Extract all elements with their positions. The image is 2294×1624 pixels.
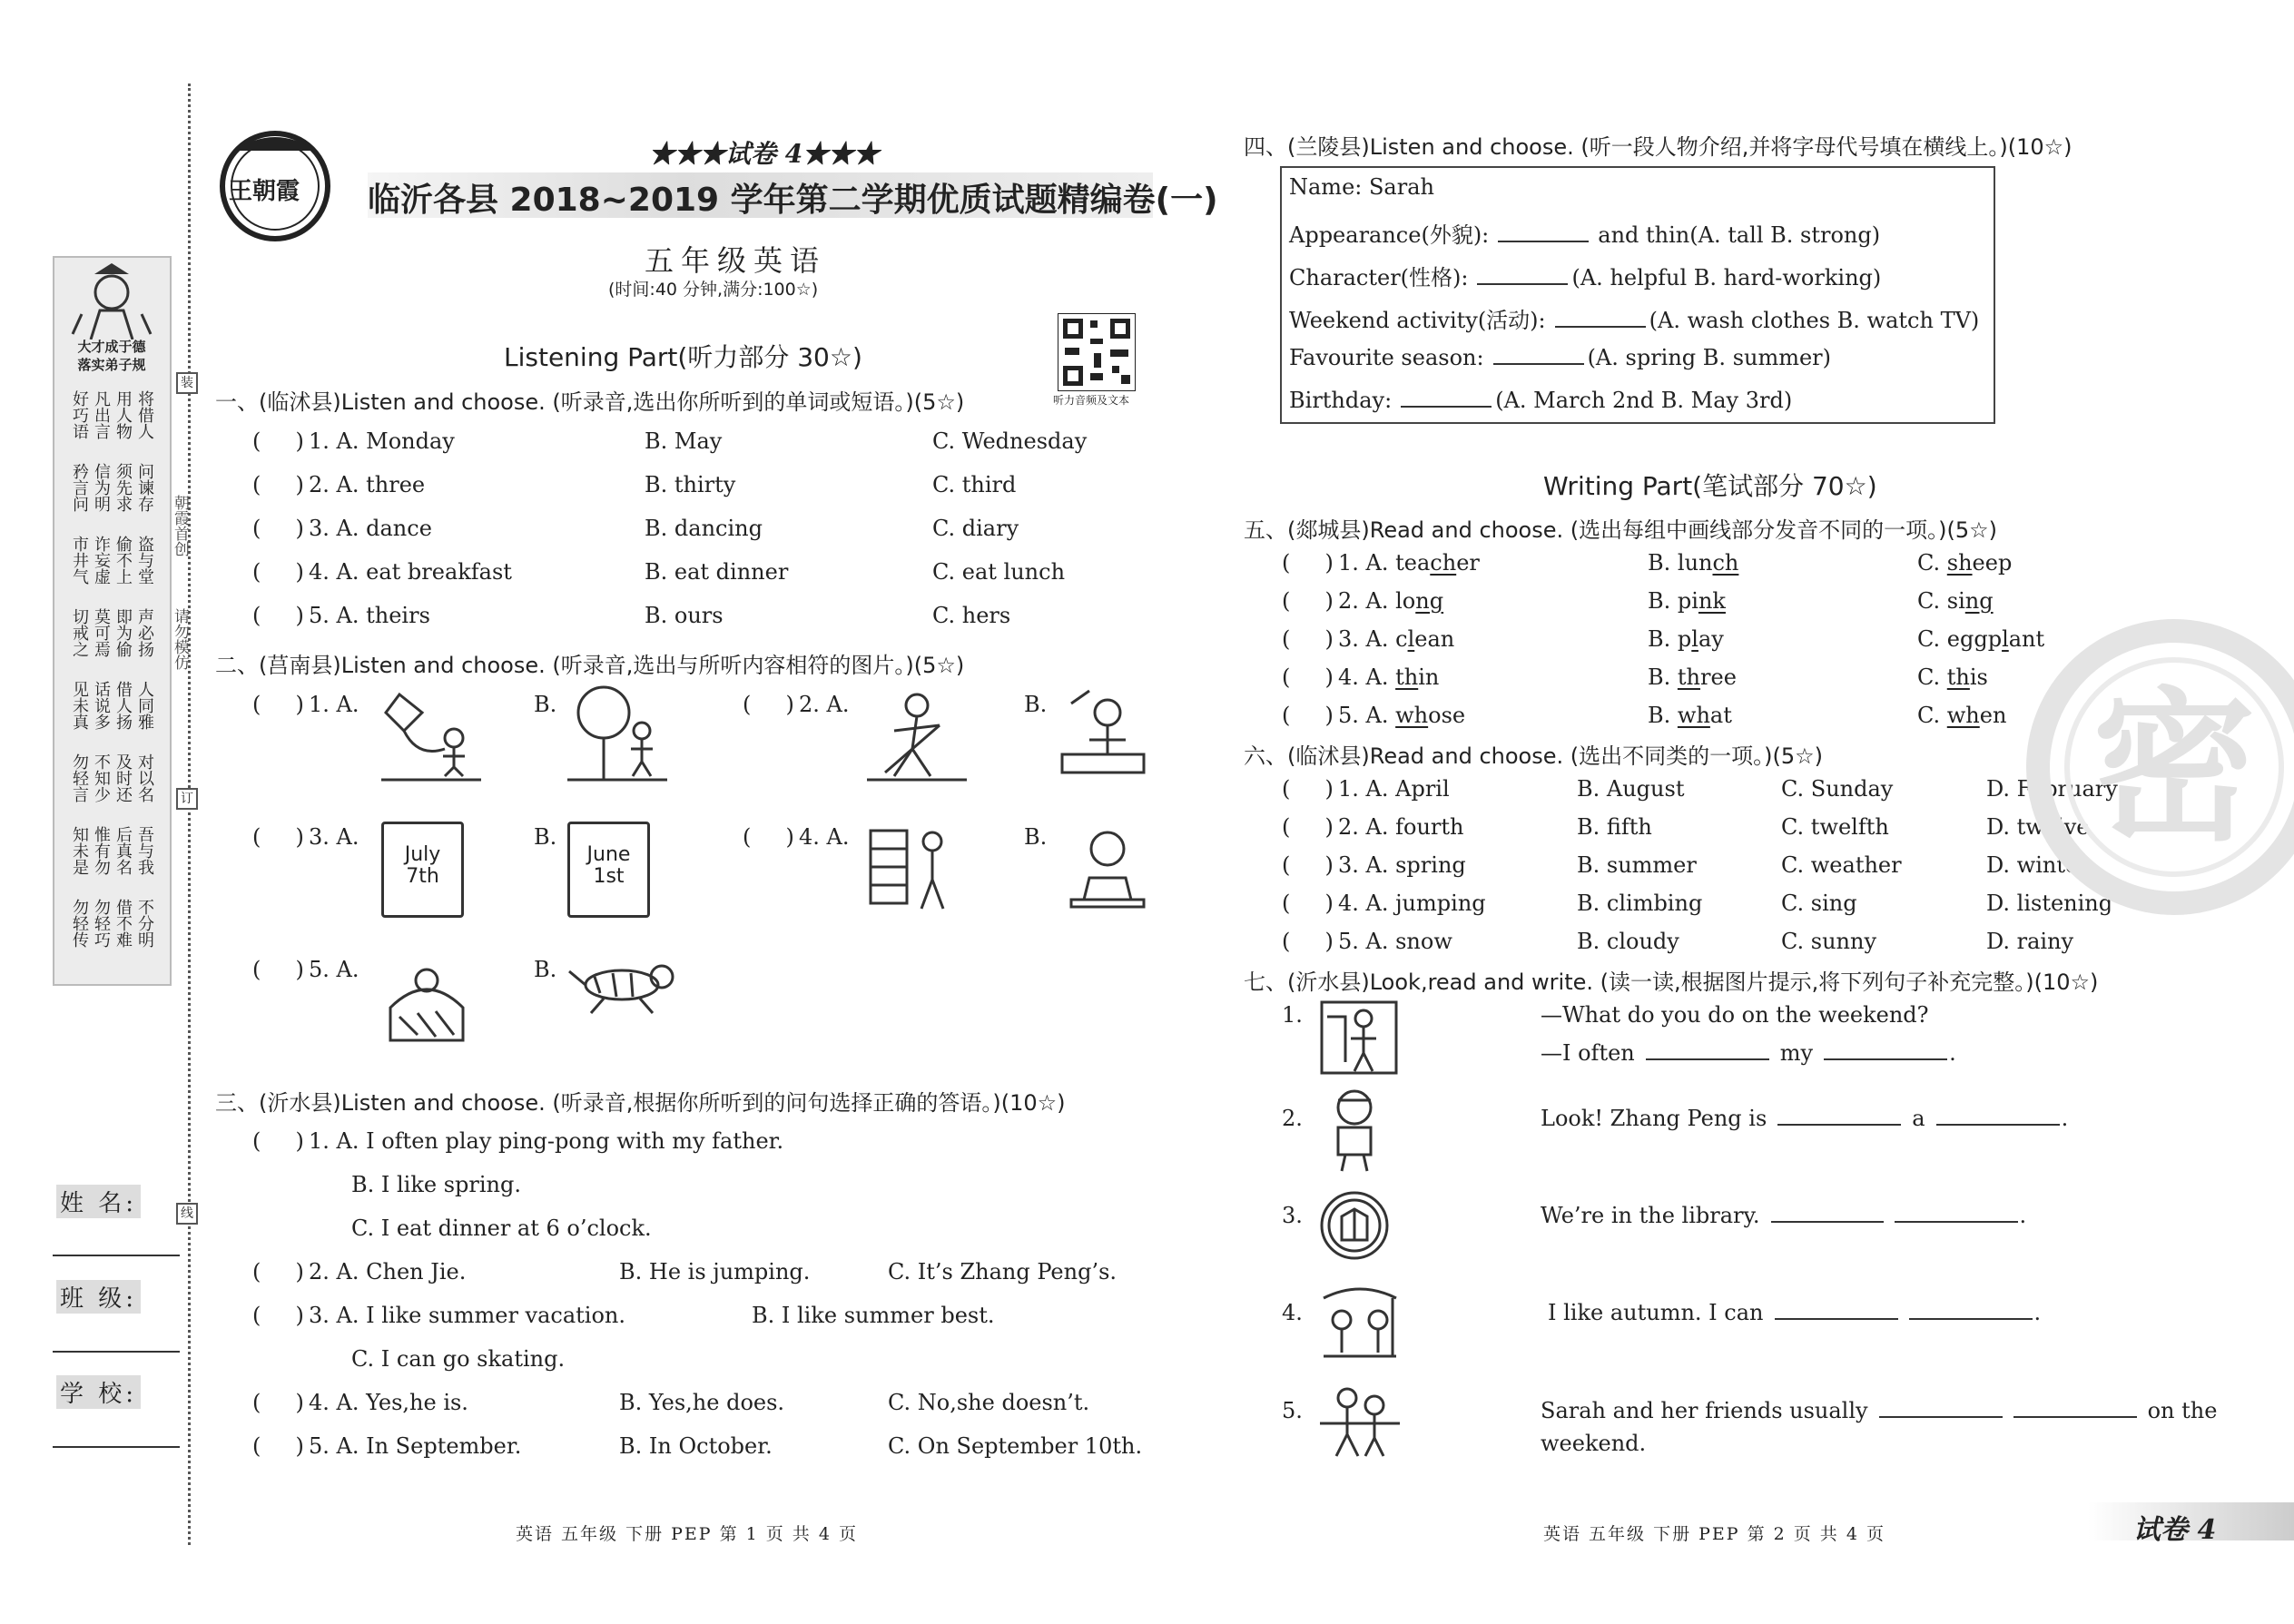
sentence-3: We’re in the library. . <box>1541 1203 2027 1228</box>
answer-paren[interactable]: ( ) <box>1282 891 1334 916</box>
option-b: B. I like spring. <box>351 1172 522 1197</box>
answer-paren[interactable]: ( ) <box>743 824 794 850</box>
writing-part-title: Writing Part(笔试部分 70☆) <box>1543 471 1877 501</box>
shopping-picture[interactable] <box>867 822 967 916</box>
calendar-month: June <box>586 843 631 866</box>
fill-blank[interactable] <box>1771 1203 1884 1223</box>
option-d: D. winter <box>1986 852 2089 878</box>
verse-col: 须先求 <box>113 463 133 512</box>
list-item: ( ) 2. A. <box>743 692 850 717</box>
option-c: C. It’s Zhang Peng’s. <box>888 1259 1117 1284</box>
option-c: C. diary <box>932 516 1019 541</box>
fill-blank[interactable] <box>1936 1106 2060 1126</box>
option-c: C. weather <box>1781 852 1902 878</box>
seal-text: 密 <box>2092 674 2257 863</box>
list-item <box>252 559 512 585</box>
list-item: ( ) 2. A. Chen Jie. <box>252 1259 467 1284</box>
verse-col: 诈妄虚 <box>92 536 111 585</box>
edge-note-2: 请勿模仿 <box>171 608 189 670</box>
option-d: D. rainy <box>1986 929 2074 954</box>
option-c: C. when <box>1917 703 2007 728</box>
list-item: ( ) 4. A. jumping <box>1282 891 1486 916</box>
birthday-blank[interactable] <box>1401 388 1492 408</box>
list-item: ( ) 4. A. <box>743 824 850 850</box>
running-tiger-picture[interactable] <box>567 953 685 1020</box>
section-3-title: 三、(沂水县)Listen and choose. (听录音,根据你所听到的问句选择正确的答语。)(10☆) <box>215 1090 1066 1116</box>
list-item: ( ) 5. A. In September. <box>252 1433 522 1459</box>
option-c: C. I can go skating. <box>351 1346 566 1372</box>
dialogue-question: —What do you do on the weekend? <box>1541 1002 1929 1028</box>
option-b: B. May <box>645 428 723 454</box>
section-4-title: 四、(兰陵县)Listen and choose. (听一段人物介绍,并将字母代号填在横线上。)(10☆) <box>1244 134 2072 160</box>
verse-col: 盗与堂 <box>135 536 154 585</box>
item-number: 2. <box>1282 1106 1303 1131</box>
verse-col: 吾与我 <box>135 826 154 875</box>
school-blank[interactable] <box>53 1446 180 1448</box>
answer-paren[interactable]: ( ) <box>1282 852 1334 878</box>
answer-paren[interactable]: ( ) <box>1282 588 1334 614</box>
binding-dash-line <box>188 84 191 1545</box>
name-blank[interactable] <box>53 1255 180 1256</box>
option-a: 5. A. theirs <box>309 603 430 628</box>
option-b: B. what <box>1648 703 1732 728</box>
side-verse-block <box>62 390 169 971</box>
edge-note-1: 朝霞首创 <box>171 495 189 556</box>
item-number: 3. <box>1282 1203 1303 1228</box>
verse-col: 及时还 <box>113 753 133 802</box>
answer-paren[interactable]: ( ) <box>252 472 304 497</box>
qr-caption: 听力音频及文本 <box>1053 394 1130 407</box>
option-c: C. hers <box>932 603 1011 628</box>
answer-paren[interactable]: ( ) <box>1282 664 1334 690</box>
sentence-5-cont: weekend. <box>1541 1431 1647 1456</box>
option-b: B. fifth <box>1577 814 1652 840</box>
option-c: C. eggplant <box>1917 626 2045 652</box>
info-season: Favourite season: (A. spring B. summer) <box>1289 345 1832 370</box>
info-name: Name: Sarah <box>1289 174 1434 200</box>
list-item: ( ) 1. A. April <box>1282 776 1450 802</box>
tree-planting-picture[interactable] <box>567 685 667 789</box>
verse-col: 即为偷 <box>113 608 133 657</box>
option-b: B. summer <box>1577 852 1697 878</box>
option-c: C. sunny <box>1781 929 1877 954</box>
option-b: B. lunch <box>1648 550 1739 576</box>
time-note: (时间:40 分钟,满分:100☆) <box>608 280 819 300</box>
verse-col: 市井气 <box>70 536 89 585</box>
corner-exam-tag: 试卷 4 <box>2133 1514 2217 1546</box>
answer-paren[interactable]: ( ) <box>252 824 304 850</box>
school-label: 学 校: <box>56 1375 141 1409</box>
person-info-box <box>1280 166 1995 424</box>
answer-paren[interactable]: ( ) <box>252 957 304 982</box>
option-a: 1. A. Monday <box>309 428 455 454</box>
info-weekend: Weekend activity(活动): (A. wash clothes B. watch TV) <box>1289 308 1980 333</box>
option-b: B. cloudy <box>1577 929 1679 954</box>
season-blank[interactable] <box>1493 345 1584 365</box>
list-item: ( ) 5. A. <box>252 957 359 982</box>
info-appearance: Appearance(外貌): and thin(A. tall B. strong) <box>1289 222 1881 248</box>
bind-mark-zhuang: 装 <box>176 372 198 394</box>
verse-col: 人同雅 <box>135 681 154 730</box>
brand-logo-text: 王朝霞 <box>229 178 300 205</box>
list-item <box>252 516 432 541</box>
option-c: C. sheep <box>1917 550 2013 576</box>
option-c: C. No,she doesn’t. <box>888 1390 1090 1415</box>
weekend-blank[interactable] <box>1555 308 1646 328</box>
verse-col: 用人物 <box>113 390 133 439</box>
option-c: C. third <box>932 472 1017 497</box>
fill-blank[interactable] <box>1777 1106 1901 1126</box>
side-motto-line-1: 大才成于德 <box>77 339 146 355</box>
list-item: ( ) 1. A. I often play ping-pong with my father. <box>252 1128 784 1154</box>
class-label: 班 级: <box>56 1280 141 1314</box>
list-item: ( ) 2. A. fourth <box>1282 814 1464 840</box>
answer-paren[interactable]: ( ) <box>743 692 794 717</box>
footer-right: 英语 五年级 下册 PEP 第 2 页 共 4 页 <box>1543 1524 1885 1544</box>
verse-col: 问谏存 <box>135 463 154 512</box>
dialogue-answer: —I often my . <box>1541 1040 1956 1066</box>
option-b: B. Yes,he does. <box>619 1390 785 1415</box>
list-item <box>252 428 455 454</box>
sentence-2: Look! Zhang Peng is a . <box>1541 1106 2069 1131</box>
answer-paren[interactable]: ( ) <box>1282 550 1334 576</box>
verse-col: 好巧语 <box>70 390 89 439</box>
option-d: D. February <box>1986 776 2118 802</box>
option-c: C. On September 10th. <box>888 1433 1143 1459</box>
answer-paren[interactable]: ( ) <box>252 1128 304 1154</box>
option-b-label: B. <box>1024 692 1048 717</box>
option-b-label: B. <box>534 692 557 717</box>
autumn-picnic-picture <box>1314 1280 1405 1365</box>
verse-col: 知未是 <box>70 826 89 875</box>
answer-paren[interactable]: ( ) <box>252 516 304 541</box>
list-item: ( ) 4. A. thin <box>1282 664 1440 690</box>
listening-part-title: Listening Part(听力部分 30☆) <box>504 342 862 372</box>
verse-col: 借人扬 <box>113 681 133 730</box>
option-c: C. sing <box>1917 588 1994 614</box>
section-7-title: 七、(沂水县)Look,read and write. (读一读,根据图片提示,将下列句子补充完整。)(10☆) <box>1244 969 2099 995</box>
answer-paren[interactable]: ( ) <box>252 1303 304 1328</box>
verse-col: 后真名 <box>113 826 133 875</box>
option-b: B. August <box>1577 776 1685 802</box>
calendar-june-1st-icon[interactable] <box>567 822 650 918</box>
list-item <box>252 603 430 628</box>
friends-playing-picture <box>1314 1378 1405 1463</box>
weekend-activity-picture <box>1318 999 1400 1079</box>
answer-paren[interactable]: ( ) <box>1282 703 1334 728</box>
option-b: B. In October. <box>619 1433 773 1459</box>
section-5-title: 五、(郯城县)Read and choose. (选出每组中画线部分发音不同的一项。)(5☆) <box>1244 517 1997 543</box>
list-item: ( ) 3. A. <box>252 824 359 850</box>
option-c: C. Sunday <box>1781 776 1894 802</box>
verse-col: 偷不上 <box>113 536 133 585</box>
subject-title: 五年级英语 <box>645 243 827 278</box>
calendar-day: 7th <box>406 865 439 888</box>
info-character: Character(性格): (A. helpful B. hard-working) <box>1289 265 1882 290</box>
fill-blank[interactable] <box>2013 1398 2137 1418</box>
option-c: C. twelfth <box>1781 814 1889 840</box>
verse-col: 声必扬 <box>135 608 154 657</box>
list-item <box>252 472 425 497</box>
verse-col: 勿轻言 <box>70 753 89 802</box>
item-number: 5. <box>1282 1398 1303 1423</box>
answer-paren[interactable]: ( ) <box>1282 776 1334 802</box>
verse-col: 切戒之 <box>70 608 89 657</box>
fill-blank[interactable] <box>1824 1040 1947 1060</box>
bind-mark-ding: 订 <box>176 788 198 810</box>
exam-number: ★★★试卷 4★★★ <box>649 139 880 169</box>
info-birthday: Birthday: (A. March 2nd B. May 3rd) <box>1289 388 1793 413</box>
option-c: C. this <box>1917 664 1988 690</box>
list-item: ( ) 1. A. <box>252 692 359 717</box>
option-b: B. three <box>1648 664 1737 690</box>
fill-blank[interactable] <box>1895 1203 2018 1223</box>
fill-blank[interactable] <box>1646 1040 1769 1060</box>
character-blank[interactable] <box>1477 265 1568 285</box>
answer-paren[interactable]: ( ) <box>252 428 304 454</box>
verse-col: 将借人 <box>135 390 154 439</box>
list-item: ( ) 3. A. spring <box>1282 852 1466 878</box>
verse-col: 莫可焉 <box>92 608 111 657</box>
bind-mark-xian: 线 <box>176 1203 198 1225</box>
list-item: ( ) 2. A. long <box>1282 588 1444 614</box>
option-d: D. listening <box>1986 891 2113 916</box>
reading-boy-picture <box>1318 1088 1391 1177</box>
calendar-july-7th-icon[interactable] <box>381 822 464 918</box>
answer-paren[interactable]: ( ) <box>252 1259 304 1284</box>
fill-blank[interactable] <box>1909 1300 2033 1320</box>
option-b: B. dancing <box>645 516 763 541</box>
option-b-label: B. <box>1024 824 1048 850</box>
verse-col: 对以名 <box>135 753 154 802</box>
verse-col: 信为明 <box>92 463 111 512</box>
library-sign-icon <box>1318 1189 1391 1265</box>
option-b: B. thirty <box>645 472 736 497</box>
section-1-title: 一、(临沭县)Listen and choose. (听录音,选出你所听到的单词或短语。)(5☆) <box>215 389 965 415</box>
list-item: ( ) 5. A. snow <box>1282 929 1452 954</box>
option-b: B. I like summer best. <box>752 1303 995 1328</box>
appearance-blank[interactable] <box>1498 222 1589 242</box>
list-item: ( ) 1. A. teacher <box>1282 550 1480 576</box>
section-2-title: 二、(莒南县)Listen and choose. (听录音,选出与所听内容相符的图片。)(5☆) <box>215 653 965 678</box>
scholar-illustration <box>54 258 170 340</box>
answer-paren[interactable]: ( ) <box>252 1433 304 1459</box>
verse-col: 借不难 <box>113 899 133 948</box>
list-item: ( ) 4. A. Yes,he is. <box>252 1390 468 1415</box>
list-item: ( ) 5. A. whose <box>1282 703 1466 728</box>
answer-paren[interactable]: ( ) <box>252 559 304 585</box>
list-item: ( ) 3. A. I like summer vacation. <box>252 1303 626 1328</box>
verse-col: 勿轻传 <box>70 899 89 948</box>
option-c: C. sing <box>1781 891 1857 916</box>
reading-picture[interactable] <box>1053 685 1153 789</box>
verse-col: 话说多 <box>92 681 111 730</box>
option-a: 2. A. three <box>309 472 426 497</box>
qr-code-icon[interactable] <box>1058 313 1136 391</box>
option-b: B. climbing <box>1577 891 1703 916</box>
calendar-day: 1st <box>593 865 625 888</box>
option-b: B. play <box>1648 626 1724 652</box>
answer-paren[interactable]: ( ) <box>252 603 304 628</box>
option-b: B. ours <box>645 603 724 628</box>
verse-col: 矜言问 <box>70 463 89 512</box>
secret-seal-watermark-icon <box>2024 617 2294 917</box>
option-c: C. eat lunch <box>932 559 1066 585</box>
fill-blank[interactable] <box>1775 1300 1898 1320</box>
section-6-title: 六、(临沭县)Read and choose. (选出不同类的一项。)(5☆) <box>1244 743 1823 769</box>
verse-col: 凡出言 <box>92 390 111 439</box>
option-c: C. I eat dinner at 6 o’clock. <box>351 1216 652 1241</box>
option-a: 4. A. eat breakfast <box>309 559 512 585</box>
class-blank[interactable] <box>53 1351 180 1353</box>
item-number: 1. <box>1282 1002 1303 1028</box>
option-b-label: B. <box>534 957 557 982</box>
verse-col: 不知少 <box>92 753 111 802</box>
verse-col: 见未真 <box>70 681 89 730</box>
option-c: C. Wednesday <box>932 428 1088 454</box>
kite-flying-picture[interactable] <box>381 685 481 789</box>
verse-col: 勿轻巧 <box>92 899 111 948</box>
item-number: 4. <box>1282 1300 1303 1325</box>
verse-col: 不分明 <box>135 899 154 948</box>
sleeping-tiger-picture[interactable] <box>381 953 472 1048</box>
fill-blank[interactable] <box>1879 1398 2003 1418</box>
option-b: B. pink <box>1648 588 1726 614</box>
name-label: 姓 名: <box>56 1185 141 1218</box>
side-motto-line-2: 落实弟子规 <box>77 357 146 373</box>
writing-boy-picture[interactable] <box>1062 822 1153 916</box>
sweeping-picture[interactable] <box>867 685 967 789</box>
footer-left: 英语 五年级 下册 PEP 第 1 页 共 4 页 <box>516 1524 858 1544</box>
answer-paren[interactable]: ( ) <box>252 1390 304 1415</box>
answer-paren[interactable]: ( ) <box>1282 626 1334 652</box>
answer-paren[interactable]: ( ) <box>252 692 304 717</box>
option-b: B. He is jumping. <box>619 1259 811 1284</box>
option-b: B. eat dinner <box>645 559 789 585</box>
sentence-5: Sarah and her friends usually on the <box>1541 1398 2218 1423</box>
sentence-4: I like autumn. I can . <box>1548 1300 2042 1325</box>
option-d: D. twelve <box>1986 814 2090 840</box>
exam-title: 临沂各县 2018~2019 学年第二学期优质试题精编卷(一) <box>368 182 1218 219</box>
answer-paren[interactable]: ( ) <box>1282 814 1334 840</box>
calendar-month: July <box>404 843 441 866</box>
list-item: ( ) 3. A. clean <box>1282 626 1455 652</box>
answer-paren[interactable]: ( ) <box>1282 929 1334 954</box>
verse-col: 惟有勿 <box>92 826 111 875</box>
option-a: 3. A. dance <box>309 516 432 541</box>
option-b-label: B. <box>534 824 557 850</box>
